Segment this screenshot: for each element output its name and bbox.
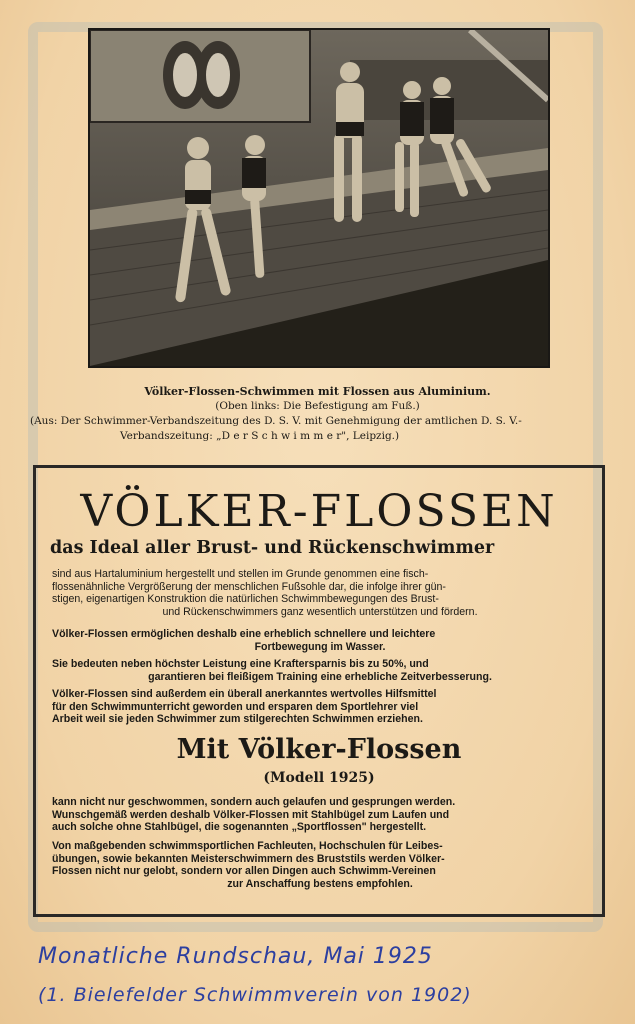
- photo-drawing: [90, 30, 548, 366]
- ad-mit-heading: Mit Völker-Flossen: [176, 734, 462, 765]
- text-line: Flossen nicht nur gelobt, sondern vor allen Dingen auch Schwimm-Vereinen: [52, 865, 436, 878]
- text-line: Sie bedeuten neben höchster Leistung eine Kraftersparnis bis zu 50%, und: [52, 658, 429, 670]
- text-line: für den Schwimmunterricht geworden und ersparen dem Sportlehrer viel: [52, 700, 419, 713]
- text-line: kann nicht nur geschwommen, sondern auch gelaufen und gesprungen werden.: [52, 796, 456, 808]
- handwritten-note-line2: (1. Bielefelder Schwimmverein von 1902): [38, 984, 472, 1006]
- text-line: übungen, sowie bekannten Meisterschwimmern des Bruststils werden Völker-: [52, 852, 445, 865]
- ad-subtitle: das Ideal aller Brust- und Rückenschwimmer: [50, 538, 495, 558]
- ad-paragraph-3: [52, 658, 588, 683]
- text-line: Von maßgebenden schwimmsportlichen Fachleuten, Hochschulen für Leibes-: [52, 840, 443, 852]
- text-line: zur Anschaffung bestens empfohlen.: [227, 877, 413, 890]
- caption-source-line2: Verbandszeitung: „D e r S c h w i m m e r", Leipzig.): [120, 430, 400, 442]
- text-line: Völker-Flossen sind außerdem ein überall anerkanntes wertvolles Hilfsmittel: [52, 688, 437, 700]
- ad-paragraph-4: [52, 688, 588, 726]
- text-line: sind aus Hartaluminium hergestellt und stellen im Grunde genommen eine fisch-: [52, 568, 429, 580]
- text-line: Wunschgemäß werden deshalb Völker-Flossen mit Stahlbügel zum Laufen und: [52, 808, 450, 821]
- swimmers-photograph: [88, 28, 550, 368]
- ad-paragraph-6: [52, 840, 588, 890]
- caption-source-line1: (Aus: Der Schwimmer-Verbandszeitung des D. S. V. mit Genehmigung der amtlichen D. S. V.-: [30, 415, 522, 427]
- ad-modell: (Modell 1925): [263, 770, 375, 786]
- text-line: stigen, eigenartigen Konstruktion die natürlichen Schwimmbewegungen des Brust-: [52, 593, 439, 606]
- text-line: Völker-Flossen ermöglichen deshalb eine erheblich schnellere und leichtere: [52, 628, 436, 640]
- ad-paragraph-1: [52, 568, 588, 618]
- handwritten-note-line1: Monatliche Rundschau, Mai 1925: [38, 944, 433, 969]
- text-line: und Rückenschwimmers ganz wesentlich unterstützen und fördern.: [162, 605, 478, 618]
- text-line: auch solche ohne Stahlbügel, die sogenannten „Sportflossen" hergestellt.: [52, 821, 427, 834]
- text-line: Fortbewegung im Wasser.: [254, 640, 386, 653]
- text-line: Arbeit weil sie jeden Schwimmer zum stilgerechten Schwimmen erziehen.: [52, 713, 423, 726]
- ad-paragraph-2: [52, 628, 588, 653]
- text-line: garantieren bei fleißigem Training eine erhebliche Zeitverbesserung.: [148, 670, 492, 683]
- ad-title: VÖLKER-FLOSSEN: [80, 486, 558, 537]
- photo-caption: [30, 384, 605, 444]
- caption-title: Völker-Flossen-Schwimmen mit Flossen aus Aluminium.: [144, 385, 491, 398]
- advertisement-box: [33, 465, 605, 917]
- ad-paragraph-5: [52, 796, 588, 834]
- text-line: flossenähnliche Vergrößerung der menschlichen Fußsohle dar, die infolge ihrer gün-: [52, 580, 446, 593]
- caption-subtitle: (Oben links: Die Befestigung am Fuß.): [215, 400, 420, 412]
